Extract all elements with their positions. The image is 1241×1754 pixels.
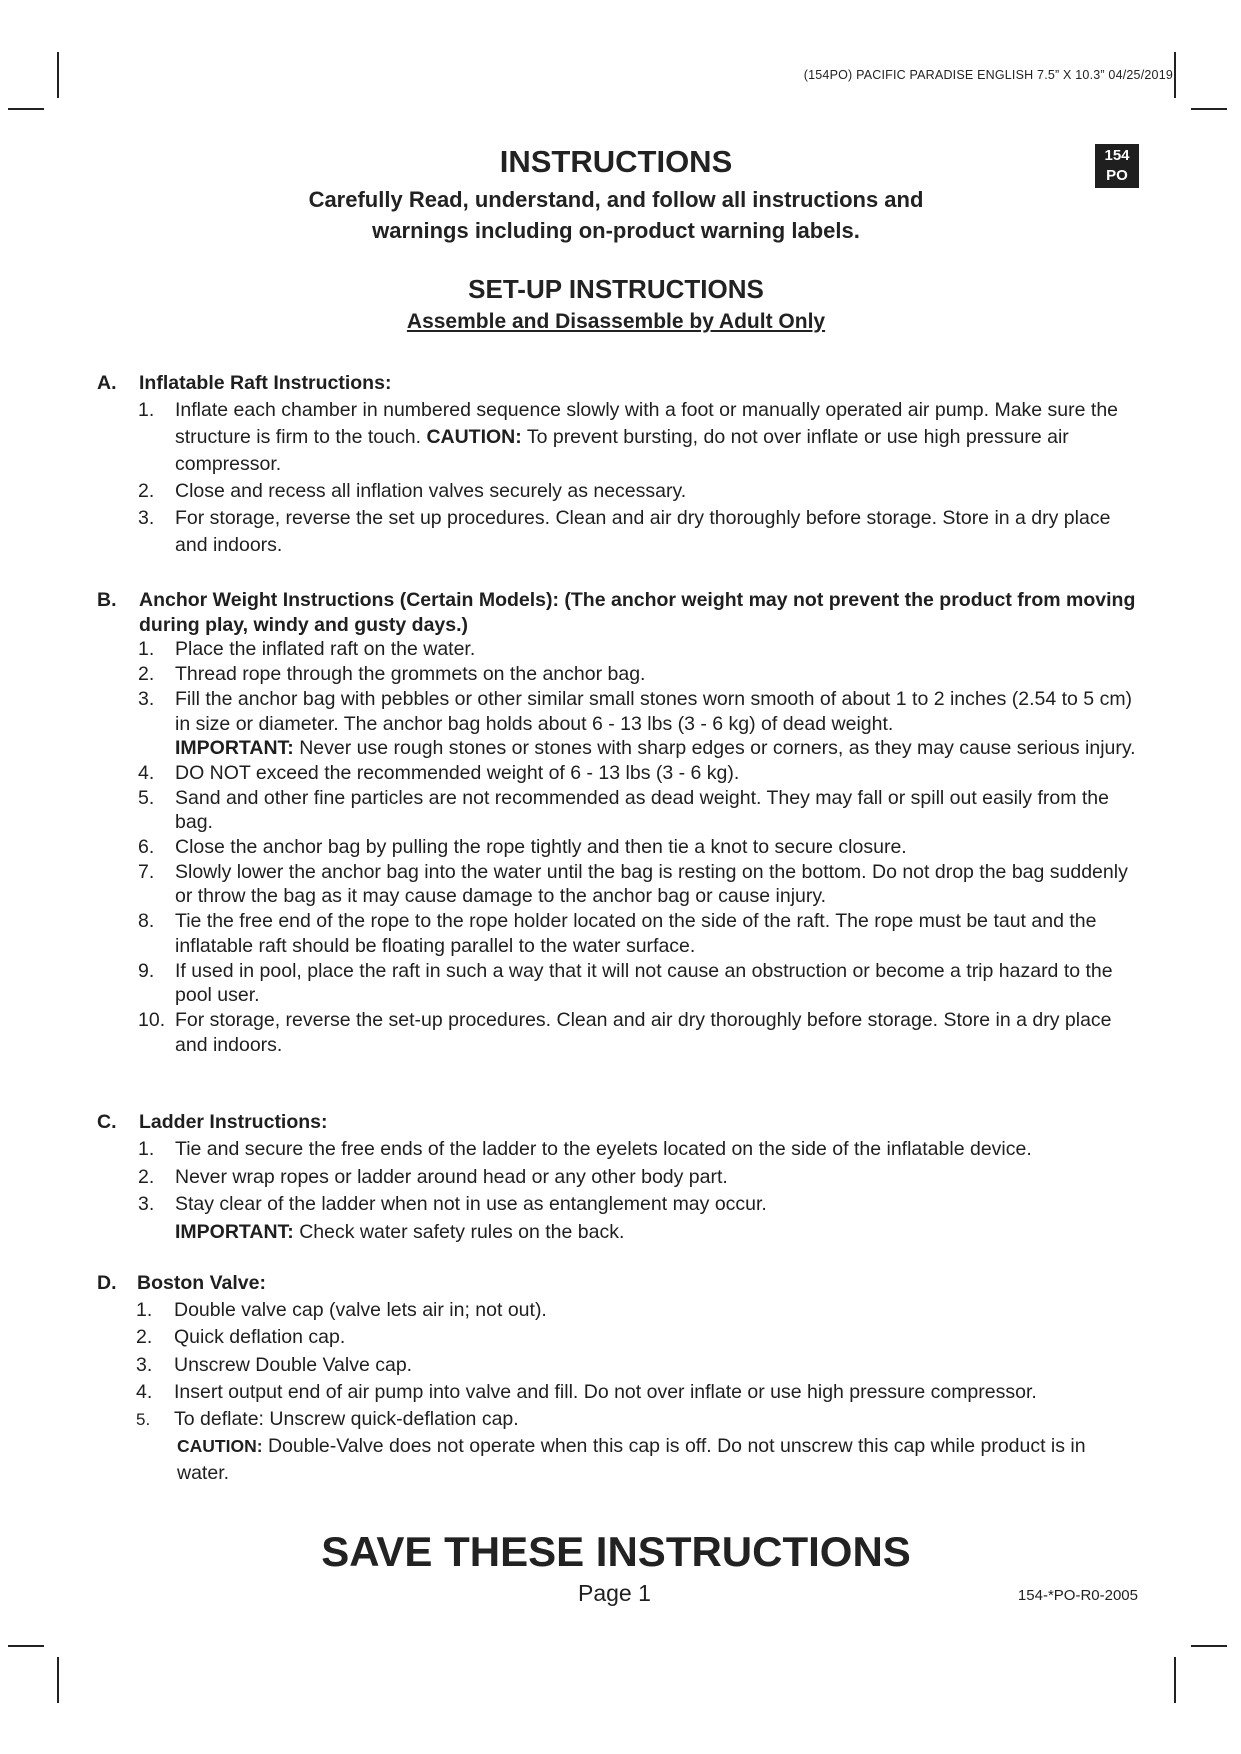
section-ladder bbox=[97, 1109, 1137, 1246]
item-number: 4. bbox=[136, 1380, 153, 1403]
item-number: 9. bbox=[138, 959, 155, 982]
item-text: Sand and other fine particles are not recommended as dead weight. They may fall or spill out easily from the bag. bbox=[175, 786, 1109, 834]
subtitle-line-2: warnings including on-product warning labels. bbox=[372, 218, 860, 243]
note-text: Check water safety rules on the back. bbox=[293, 1220, 625, 1243]
item-number: 5. bbox=[138, 786, 155, 809]
section-title: Ladder Instructions: bbox=[139, 1111, 328, 1133]
list-item bbox=[138, 397, 1137, 478]
setup-subheading: Assemble and Disassemble by Adult Only bbox=[406, 310, 826, 333]
section-boston-valve bbox=[97, 1270, 1137, 1488]
crop-mark-top-left-horizontal bbox=[8, 108, 44, 110]
item-number: 8. bbox=[138, 910, 155, 933]
section-anchor-weight bbox=[97, 588, 1137, 1057]
page-title: INSTRUCTIONS bbox=[499, 144, 733, 179]
crop-mark-top-right-vertical bbox=[1174, 52, 1176, 98]
important-label: IMPORTANT: bbox=[175, 1220, 294, 1243]
item-number: 1. bbox=[138, 1138, 155, 1161]
list-item bbox=[138, 1136, 1137, 1163]
list-item bbox=[138, 761, 1137, 786]
list-item bbox=[138, 478, 1137, 505]
list-item bbox=[138, 1191, 1137, 1218]
item-text: Place the inflated raft on the water. bbox=[175, 638, 476, 661]
list-item bbox=[138, 637, 1137, 662]
crop-mark-bottom-left-vertical bbox=[57, 1657, 59, 1703]
list-item bbox=[136, 1297, 1137, 1324]
item-number: 4. bbox=[138, 761, 155, 784]
item-number: 2. bbox=[138, 1165, 155, 1188]
item-number: 1. bbox=[136, 1299, 153, 1322]
instruction-list bbox=[97, 397, 1137, 559]
save-instructions-heading: SAVE THESE INSTRUCTIONS bbox=[321, 1528, 911, 1575]
instruction-list bbox=[97, 1297, 1137, 1433]
item-text-part: To prevent bursting, do not over inflate or use high pressure air compressor. bbox=[175, 426, 1069, 475]
list-item bbox=[138, 1008, 1137, 1057]
item-text: Insert output end of air pump into valve and fill. Do not over inflate or use high pressure compressor. bbox=[174, 1380, 1037, 1403]
list-item bbox=[138, 860, 1137, 909]
list-item bbox=[138, 786, 1137, 835]
section-letter: C. bbox=[97, 1111, 117, 1133]
caution-label: CAUTION: bbox=[426, 426, 522, 448]
item-text: For storage, reverse the set-up procedures. Clean and air dry thoroughly before storage. Store in a dry place and indoors. bbox=[175, 1008, 1112, 1056]
print-info-header: (154PO) PACIFIC PARADISE ENGLISH 7.5” X 10.3” 04/25/2019 bbox=[803, 68, 1173, 82]
item-number: 3. bbox=[136, 1353, 153, 1376]
item-number: 3. bbox=[138, 507, 155, 529]
section-letter: A. bbox=[97, 372, 117, 394]
section-heading bbox=[97, 1109, 1137, 1136]
item-text-part: Never use rough stones or stones with sharp edges or corners, as they may cause serious injury. bbox=[293, 737, 1136, 760]
item-text: Stay clear of the ladder when not in use as entanglement may occur. bbox=[175, 1193, 767, 1216]
item-text-part: Inflate each chamber in numbered sequence slowly with a foot or manually operated air pump. Make sure the structure is firm to the touch. bbox=[175, 399, 1119, 448]
caution-note bbox=[177, 1433, 1137, 1487]
item-text: Never wrap ropes or ladder around head or any other body part. bbox=[175, 1165, 728, 1188]
item-text: Close the anchor bag by pulling the rope tightly and then tie a knot to secure closure. bbox=[175, 836, 907, 859]
item-text: DO NOT exceed the recommended weight of 6 - 13 lbs (3 - 6 kg). bbox=[175, 761, 740, 784]
list-item bbox=[138, 835, 1137, 860]
crop-mark-bottom-right-vertical bbox=[1174, 1657, 1176, 1703]
note-text: Double-Valve does not operate when this cap is off. Do not unscrew this cap while product is in water. bbox=[177, 1435, 1086, 1485]
instruction-list bbox=[97, 637, 1137, 1057]
section-heading bbox=[97, 370, 1137, 397]
item-number: 6. bbox=[138, 836, 155, 859]
item-text bbox=[175, 687, 1137, 761]
item-text: If used in pool, place the raft in such a way that it will not cause an obstruction or become a trip hazard to the pool user. bbox=[175, 959, 1113, 1007]
item-text: Unscrew Double Valve cap. bbox=[174, 1353, 413, 1376]
section-heading bbox=[97, 588, 1137, 637]
list-item bbox=[138, 1164, 1137, 1191]
instruction-list bbox=[97, 1136, 1137, 1218]
list-item bbox=[138, 505, 1137, 559]
crop-mark-top-left-vertical bbox=[57, 52, 59, 98]
list-item bbox=[138, 959, 1137, 1008]
item-number: 7. bbox=[138, 860, 155, 883]
item-text: Thread rope through the grommets on the anchor bag. bbox=[175, 663, 646, 686]
section-letter: B. bbox=[97, 589, 117, 611]
list-item bbox=[138, 662, 1137, 687]
section-heading bbox=[97, 1270, 1137, 1297]
list-item bbox=[138, 687, 1137, 761]
setup-heading: SET-UP INSTRUCTIONS bbox=[468, 274, 764, 304]
item-number: 3. bbox=[138, 687, 155, 710]
item-text-part: Fill the anchor bag with pebbles or other similar small stones worn smooth of about 1 to 2 inches (2.54 to 5 cm) in size or diameter. The anchor bag holds about 6 - 13 lbs (3 - 6 kg) of dead weight. bbox=[175, 687, 1133, 735]
crop-mark-top-right-horizontal bbox=[1191, 108, 1227, 110]
list-item bbox=[136, 1324, 1137, 1351]
item-text: Double valve cap (valve lets air in; not out). bbox=[174, 1299, 547, 1322]
item-number: 5. bbox=[136, 1410, 151, 1430]
item-text: Quick deflation cap. bbox=[174, 1326, 346, 1349]
item-number: 2. bbox=[138, 480, 155, 502]
subtitle-line-1: Carefully Read, understand, and follow all instructions and bbox=[308, 187, 924, 212]
list-item bbox=[136, 1379, 1137, 1406]
badge-line-1: 154 bbox=[1104, 147, 1130, 164]
item-number: 10. bbox=[138, 1008, 166, 1031]
page-number: Page 1 bbox=[578, 1580, 651, 1606]
section-inflatable-raft bbox=[97, 370, 1137, 559]
item-text: Tie and secure the free ends of the ladder to the eyelets located on the side of the inflatable device. bbox=[175, 1138, 1032, 1161]
item-text bbox=[175, 397, 1137, 478]
section-title: Inflatable Raft Instructions: bbox=[139, 372, 392, 394]
important-note bbox=[138, 1219, 1137, 1246]
item-number: 2. bbox=[138, 663, 155, 686]
item-number: 1. bbox=[138, 399, 155, 421]
caution-label: CAUTION: bbox=[177, 1436, 263, 1457]
section-letter: D. bbox=[97, 1272, 117, 1294]
section-title: Boston Valve: bbox=[137, 1272, 266, 1294]
list-item bbox=[138, 909, 1137, 958]
important-label: IMPORTANT: bbox=[175, 737, 294, 760]
item-number: 1. bbox=[138, 638, 155, 661]
item-number: 2. bbox=[136, 1326, 153, 1349]
item-number: 3. bbox=[138, 1193, 155, 1216]
item-text: To deflate: Unscrew quick-deflation cap. bbox=[174, 1408, 519, 1431]
section-title: Anchor Weight Instructions (Certain Models): (The anchor weight may not prevent the product from moving during play, windy and gusty days.) bbox=[139, 589, 1136, 636]
badge-line-2: PO bbox=[1106, 167, 1128, 184]
item-text: For storage, reverse the set up procedures. Clean and air dry thoroughly before storage. Store in a dry place and indoors. bbox=[175, 507, 1111, 556]
list-item bbox=[136, 1352, 1137, 1379]
page-subtitle bbox=[0, 184, 1232, 246]
crop-mark-bottom-right-horizontal bbox=[1191, 1645, 1227, 1647]
item-text: Close and recess all inflation valves securely as necessary. bbox=[175, 480, 687, 502]
list-item bbox=[136, 1406, 1137, 1433]
item-text: Tie the free end of the rope to the rope holder located on the side of the raft. The rope must be taut and the inflatable raft should be floating parallel to the water surface. bbox=[175, 910, 1097, 957]
crop-mark-bottom-left-horizontal bbox=[8, 1645, 44, 1647]
document-code: 154-*PO-R0-2005 bbox=[1017, 1587, 1138, 1604]
item-text: Slowly lower the anchor bag into the water until the bag is resting on the bottom. Do not drop the bag suddenly or throw the bag as it may cause damage to the anchor bag or cause injury. bbox=[175, 860, 1128, 908]
